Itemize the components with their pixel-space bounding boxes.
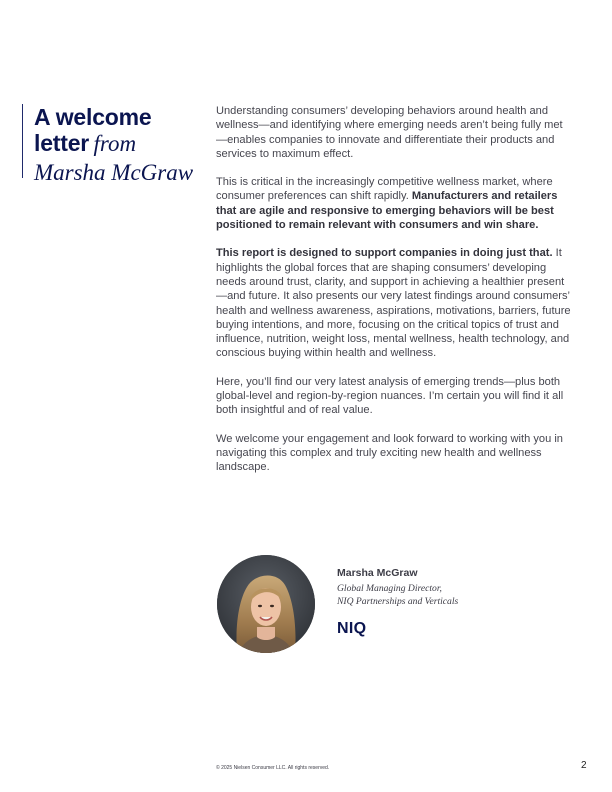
copyright-footer: © 2025 Nielsen Consumer LLC. All rights reserved. (216, 765, 330, 771)
paragraph-2-plain: This is critical in the increasingly competitive wellness market, where consumer preferences can shift rapidly. (216, 176, 553, 203)
paragraph-5: We welcome your engagement and look forward to working with you in navigating this complex and truly exciting new health and wellness landscape. (216, 432, 563, 474)
paragraph-3-plain: It highlights the global forces that are shaping consumers’ developing needs around trust, clarity, and support in achieving a healthier present—and future. It also presents our very latest findings around consumers’ health and wellness awareness, aspirations, motivations, barriers, future buying intentions, and more, focusing on the critical topics of trust and influence, nutrition, weight loss, mental wellness, health technology, and conscious buying within health and wellness. (216, 247, 571, 360)
paragraph-2-bold: Manufacturers and retailers that are agile and responsive to emerging behaviors will be best positioned to remain relevant with consumers and win share. (216, 190, 558, 232)
paragraph-2 (216, 175, 572, 232)
signer-title-line-1: Global Managing Director, (337, 583, 442, 594)
heading-author-name: Marsha McGraw (34, 160, 194, 185)
paragraph-3-bold: This report is designed to support companies in doing just that. (216, 247, 553, 260)
heading-line-2 (34, 130, 214, 160)
page-number: 2 (581, 760, 587, 771)
heading-word-letter: letter (34, 130, 90, 156)
niq-logo-text: NIQ (337, 620, 367, 637)
letter-body (216, 104, 572, 489)
signature-block (337, 567, 557, 608)
paragraph-3 (216, 246, 572, 360)
signer-title-line-2: NIQ Partnerships and Verticals (337, 596, 459, 607)
heading-line-1: A welcome (34, 104, 152, 130)
author-portrait (217, 555, 315, 653)
paragraph-1: Understanding consumers’ developing behaviors around health and wellness—and identifying where emerging needs aren’t being fully met—enables companies to innovate and differentiate their products and services to maximum effect. (216, 105, 563, 160)
portrait-illustration (217, 555, 315, 653)
heading-word-from: from (93, 131, 137, 156)
niq-logo (337, 620, 377, 640)
signer-name: Marsha McGraw (337, 567, 418, 579)
page-heading (22, 104, 214, 185)
paragraph-4: Here, you’ll find our very latest analysis of emerging trends—plus both global-level and region-by-region nuances. I’m certain you will find it all both insightful and of real value. (216, 375, 564, 417)
